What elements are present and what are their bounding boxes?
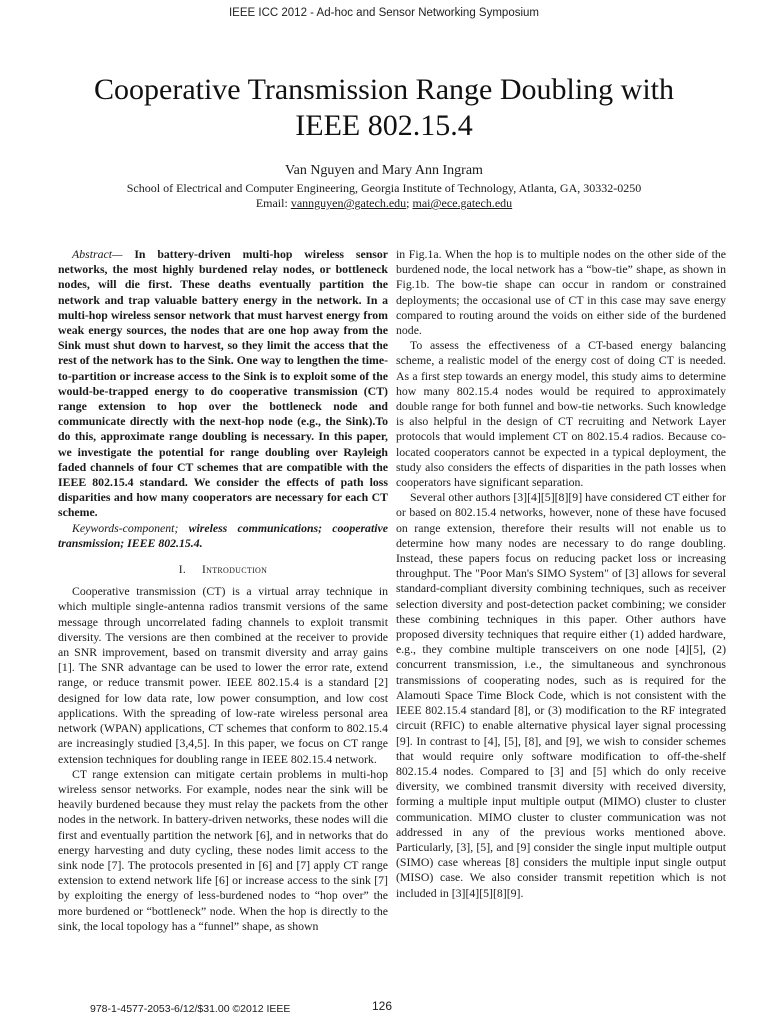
affiliation-block bbox=[0, 181, 768, 211]
keywords-body: wireless communications; cooperative transmission; IEEE 802.15.4. bbox=[58, 520, 388, 550]
abstract-body: In battery-driven multi-hop wireless sensor networks, the most highly burdened relay nodes, or bottleneck nodes, will die first. These deaths eventually partition the network and trap valuable battery energy in the network. In a multi-hop wireless sensor network that must harvest energy from weak energy sources, the nodes that are one hop away from the Sink must shut down to harvest, so they limit the access that the rest of the network has to the Sink. One way to lengthen the time-to-partition or increase access to the Sink is to exploit some of the would-be-trapped energy to do cooperative transmission (CT) range extension to hop over the bottleneck node and communicate directly with the next-hop node (e.g., the Sink).To do this, approximate range doubling is necessary. In this paper, we investigate the potential for range doubling over Rayleigh faded channels of four CT schemes that are compatible with the IEEE 802.15.4 standard. We consider the effects of path loss disparities and how many cooperators are necessary for each CT scheme. bbox=[58, 247, 388, 520]
authors: Van Nguyen and Mary Ann Ingram bbox=[285, 163, 483, 178]
email-separator: ; bbox=[406, 196, 413, 210]
intro-paragraph-1: Cooperative transmission (CT) is a virtual array technique in which multiple single-antenna radios transmit versions of the same message through uncorrelated fading channels to exploit transmit diversity. The versions are then combined at the receiver to provide an SNR improvement, based on transmit diversity and array gains [1]. The SNR advantage can be used to lower the error rate, extend range, or reduce transmit power. IEEE 802.15.4 is a standard [2] designed for low data rate, low power consumption, and low cost applications. With the spreading of low-rate wireless personal area network (WPAN) applications, CT schemes that conform to 802.15.4 are increasingly studied [3,4,5]. In this paper, we focus on CT range extension techniques for doubling range in IEEE 802.15.4 network. bbox=[58, 584, 388, 766]
running-head: IEEE ICC 2012 - Ad-hoc and Sensor Networking Symposium bbox=[228, 7, 539, 19]
right-paragraph-1: in Fig.1a. When the hop is to multiple nodes on the other side of the burdened node, the local network has a “bow-tie” shape, as shown in Fig.1b. The bow-tie shape can occur in random or constrained deployments; the occasional use of CT in this case may save energy compared to routing around the voids on either side of the burdened node. bbox=[396, 247, 726, 338]
email-row bbox=[0, 196, 768, 211]
footer-isbn: 978-1-4577-2053-6/12/$31.00 ©2012 IEEE bbox=[90, 1003, 291, 1015]
paper-title bbox=[40, 72, 728, 144]
email-label: Email: bbox=[255, 196, 291, 210]
left-column bbox=[58, 247, 388, 934]
section-number: I. bbox=[178, 564, 187, 577]
email-link-1[interactable]: vannguyen@gatech.edu bbox=[290, 196, 407, 210]
right-paragraph-3: Several other authors [3][4][5][8][9] have considered CT either for or based on 802.15.4 networks, however, none of these have focused on range extension, therefore their results will not enable us to determine how many nodes are necessary to do range doubling. Instead, these papers focus on reducing packet loss or increasing throughput. The "Poor Man's SIMO System" of [3] allows for several standard-compliant diversity combining techniques, such as receiver selection diversity and post-detection packet combining; we consider these combining techniques in this paper. Other authors have proposed diversity techniques that require either (1) added hardware, e.g., they combine multiple transceivers on one node [4][5], (2) concurrent transmission, i.e., the simultaneous and synchronous transmissions of cooperating nodes, such as is required for the Alamouti Space Time Block Code, which is not consistent with the IEEE 802.15.4 standard [8], or (3) modification to the RF integrated circuit (RFIC) to enable alternative physical layer signal processing [9]. In contrast to [4], [5], [8], and [9], we wish to consider schemes that would require only software modification to off-the-shelf 802.15.4 nodes. Compared to [3] and [5] which do only receive diversity, we combined transmit diversity with received diversity, forming a multiple input multiple output (MIMO) cluster to cluster communication. MIMO cluster to cluster communication was not addressed in any of the previous works mentioned above. Particularly, [3], [5], and [9] consider the single input multiple output (SIMO) case whereas [8] considers the multiple input single output (MISO) case. We also consider transmit repetition which is not included in [3][4][5][8][9]. bbox=[396, 490, 726, 900]
intro-paragraph-2: CT range extension can mitigate certain problems in multi-hop wireless sensor networks. For example, nodes near the sink will be heavily burdened because they must relay the packets from the other nodes in the network. In battery-driven networks, these nodes will die first and eventually partition the network [6], and in networks that do energy harvesting and duty cycling, these nodes limit access to the sink node [7]. The protocols presented in [6] and [7] apply CT range extension to extend network life [6] or increase access to the sink [7] by exploiting the energy of less-burdened nodes to “hop over” the more burdened or “bottleneck” node. When the hop is directly to the sink, the local topology has a “funnel” shape, as shown bbox=[58, 766, 388, 933]
page-number: 126 bbox=[372, 999, 393, 1013]
title-line-1: Cooperative Transmission Range Doubling with bbox=[94, 73, 674, 106]
right-column bbox=[396, 247, 726, 901]
right-paragraph-2: To assess the effectiveness of a CT-based energy balancing scheme, a realistic model of the energy cost of doing CT is needed. As a first step towards an energy model, this study aims to determine how many 802.15.4 nodes would be required to approximately double range for both funnel and bow-tie networks. Such knowledge is also helpful in the design of CT recruiting and Network Layer protocols that would implement CT on 802.15.4 radios. Because co-located cooperators cannot be expected in a typical deployment, the study also considers the effects of disparities in the path losses when cooperators have significant separation. bbox=[396, 338, 726, 490]
keywords-lead: Keywords-component; bbox=[72, 520, 189, 535]
section-title: Introduction bbox=[201, 564, 268, 577]
section-heading bbox=[58, 563, 388, 578]
email-link-2[interactable]: mai@ece.gatech.edu bbox=[412, 196, 513, 210]
abstract bbox=[58, 247, 388, 521]
title-line-2: IEEE 802.15.4 bbox=[295, 109, 473, 142]
affiliation: School of Electrical and Computer Engineering, Georgia Institute of Technology, Atlanta, GA, 30332-0250 bbox=[126, 181, 642, 195]
abstract-lead: Abstract— bbox=[72, 247, 123, 261]
keywords bbox=[58, 521, 388, 551]
